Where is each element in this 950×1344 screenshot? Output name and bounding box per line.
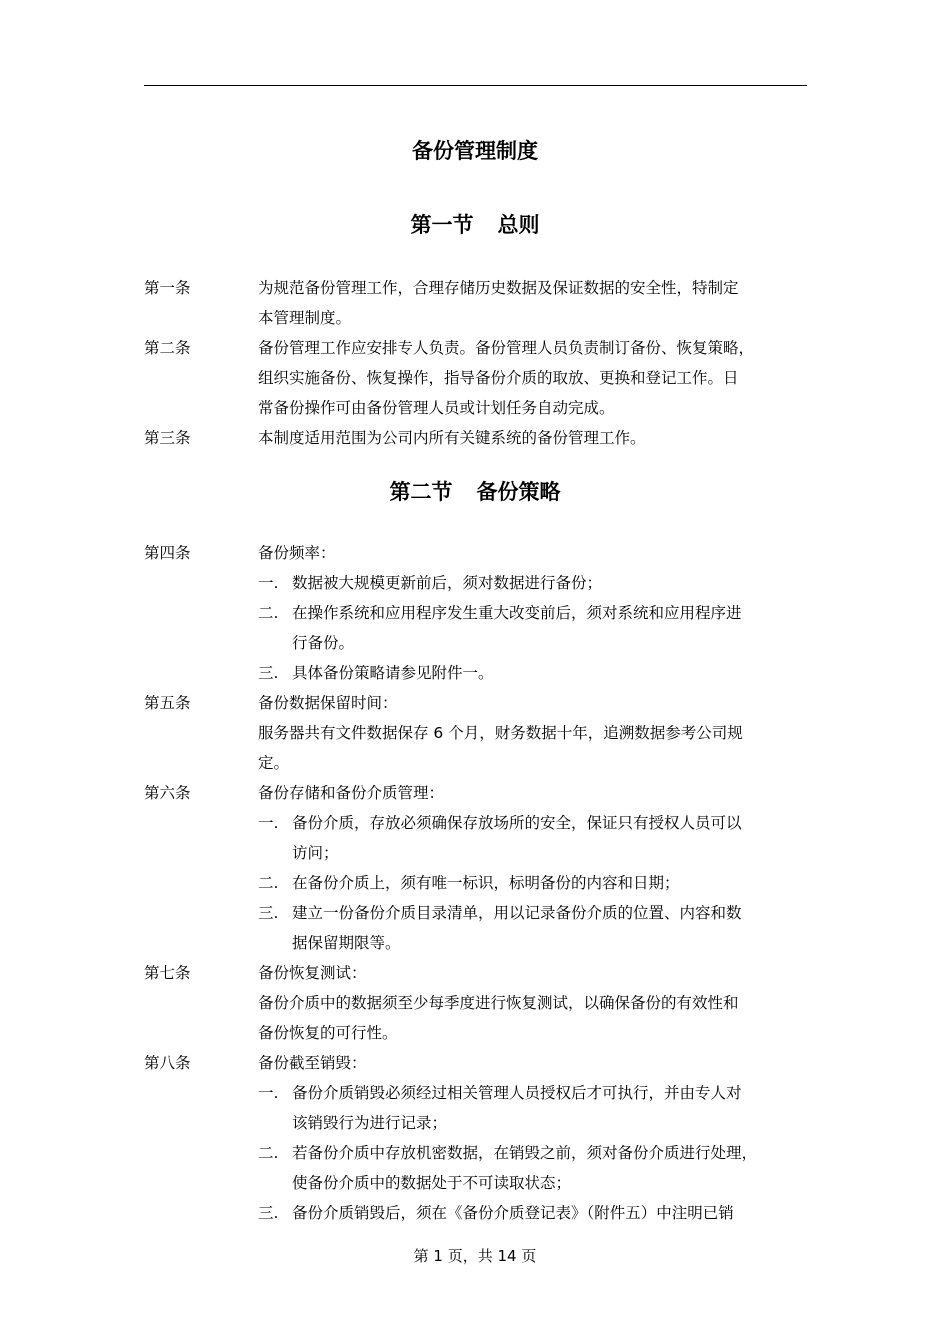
article-8-number: 第八条 xyxy=(144,1054,191,1072)
section-2-number: 第二节 xyxy=(389,480,453,504)
article-1-line: 为规范备份管理工作，合理存储历史数据及保证数据的安全性，特制定 xyxy=(258,279,739,297)
list-marker: 二. xyxy=(258,604,279,622)
list-item xyxy=(258,868,680,898)
list-marker: 二. xyxy=(258,874,279,892)
article-7-line: 备份介质中的数据须至少每季度进行恢复测试，以确保备份的有效性和 xyxy=(258,994,739,1012)
section-2-heading xyxy=(0,479,950,505)
list-item-text: 在备份介质上，须有唯一标识，标明备份的内容和日期； xyxy=(292,874,680,892)
article-5-line: 定。 xyxy=(258,754,290,772)
list-item-text: 在操作系统和应用程序发生重大改变前后，须对系统和应用程序进 xyxy=(292,604,742,622)
article-5-intro: 备份数据保留时间： xyxy=(258,694,398,712)
article-7-line: 备份恢复的可行性。 xyxy=(258,1024,398,1042)
article-1-number: 第一条 xyxy=(144,279,191,297)
article-6-number: 第六条 xyxy=(144,784,191,802)
list-marker: 一. xyxy=(258,814,279,832)
article-4-number: 第四条 xyxy=(144,544,191,562)
article-6-intro: 备份存储和备份介质管理： xyxy=(258,784,445,802)
list-item xyxy=(258,808,742,838)
article-3-line: 本制度适用范围为公司内所有关键系统的备份管理工作。 xyxy=(258,429,646,447)
list-item xyxy=(258,568,602,598)
list-marker: 三. xyxy=(258,904,279,922)
list-item-text: 具体备份策略请参见附件一。 xyxy=(292,664,494,682)
list-item xyxy=(258,1078,742,1108)
header-rule xyxy=(144,85,807,86)
list-item xyxy=(258,1138,757,1168)
article-7-number: 第七条 xyxy=(144,964,191,982)
article-5-line: 服务器共有文件数据保存 6 个月，财务数据十年，追溯数据参考公司规 xyxy=(258,724,743,742)
article-2-line: 组织实施备份、恢复操作，指导备份介质的取放、更换和登记工作。日 xyxy=(258,369,739,387)
article-8-intro: 备份截至销毁： xyxy=(258,1054,367,1072)
list-item xyxy=(258,598,742,628)
list-item xyxy=(258,898,742,928)
list-marker: 二. xyxy=(258,1144,279,1162)
article-2-number: 第二条 xyxy=(144,339,191,357)
article-5-number: 第五条 xyxy=(144,694,191,712)
article-2-line: 备份管理工作应安排专人负责。备份管理人员负责制订备份、恢复策略， xyxy=(258,339,755,357)
page-footer: 第 1 页，共 14 页 xyxy=(413,1247,537,1265)
document-title: 备份管理制度 xyxy=(412,139,538,163)
section-1-name: 总则 xyxy=(497,213,540,237)
list-item-text: 若备份介质中存放机密数据，在销毁之前，须对备份介质进行处理， xyxy=(292,1144,758,1162)
list-item-text: 建立一份备份介质目录清单，用以记录备份介质的位置、内容和数 xyxy=(292,904,742,922)
list-item-continuation: 行备份。 xyxy=(292,634,355,652)
section-2-name: 备份策略 xyxy=(476,480,561,504)
list-item xyxy=(258,658,494,688)
list-item-text: 数据被大规模更新前后，须对数据进行备份； xyxy=(292,574,603,592)
section-1-number: 第一节 xyxy=(410,213,474,237)
list-item-continuation: 使备份介质中的数据处于不可读取状态； xyxy=(292,1174,572,1192)
article-3-number: 第三条 xyxy=(144,429,191,447)
article-7-intro: 备份恢复测试： xyxy=(258,964,367,982)
section-1-heading xyxy=(0,212,950,238)
list-marker: 一. xyxy=(258,1084,279,1102)
list-item-continuation: 据保留期限等。 xyxy=(292,934,401,952)
list-item-text: 备份介质销毁必须经过相关管理人员授权后才可执行，并由专人对 xyxy=(292,1084,742,1102)
list-item-continuation: 访问； xyxy=(292,844,339,862)
list-item-text: 备份介质，存放必须确保存放场所的安全，保证只有授权人员可以 xyxy=(292,814,742,832)
list-marker: 三. xyxy=(258,664,279,682)
list-item xyxy=(258,1198,734,1228)
article-1-line: 本管理制度。 xyxy=(258,309,352,327)
article-2-line: 常备份操作可由备份管理人员或计划任务自动完成。 xyxy=(258,399,615,417)
list-marker: 一. xyxy=(258,574,279,592)
list-item-text: 备份介质销毁后，须在《备份介质登记表》（附件五）中注明已销 xyxy=(292,1204,734,1222)
article-4-intro: 备份频率： xyxy=(258,544,336,562)
list-item-continuation: 该销毁行为进行记录； xyxy=(292,1114,448,1132)
list-marker: 三. xyxy=(258,1204,279,1222)
